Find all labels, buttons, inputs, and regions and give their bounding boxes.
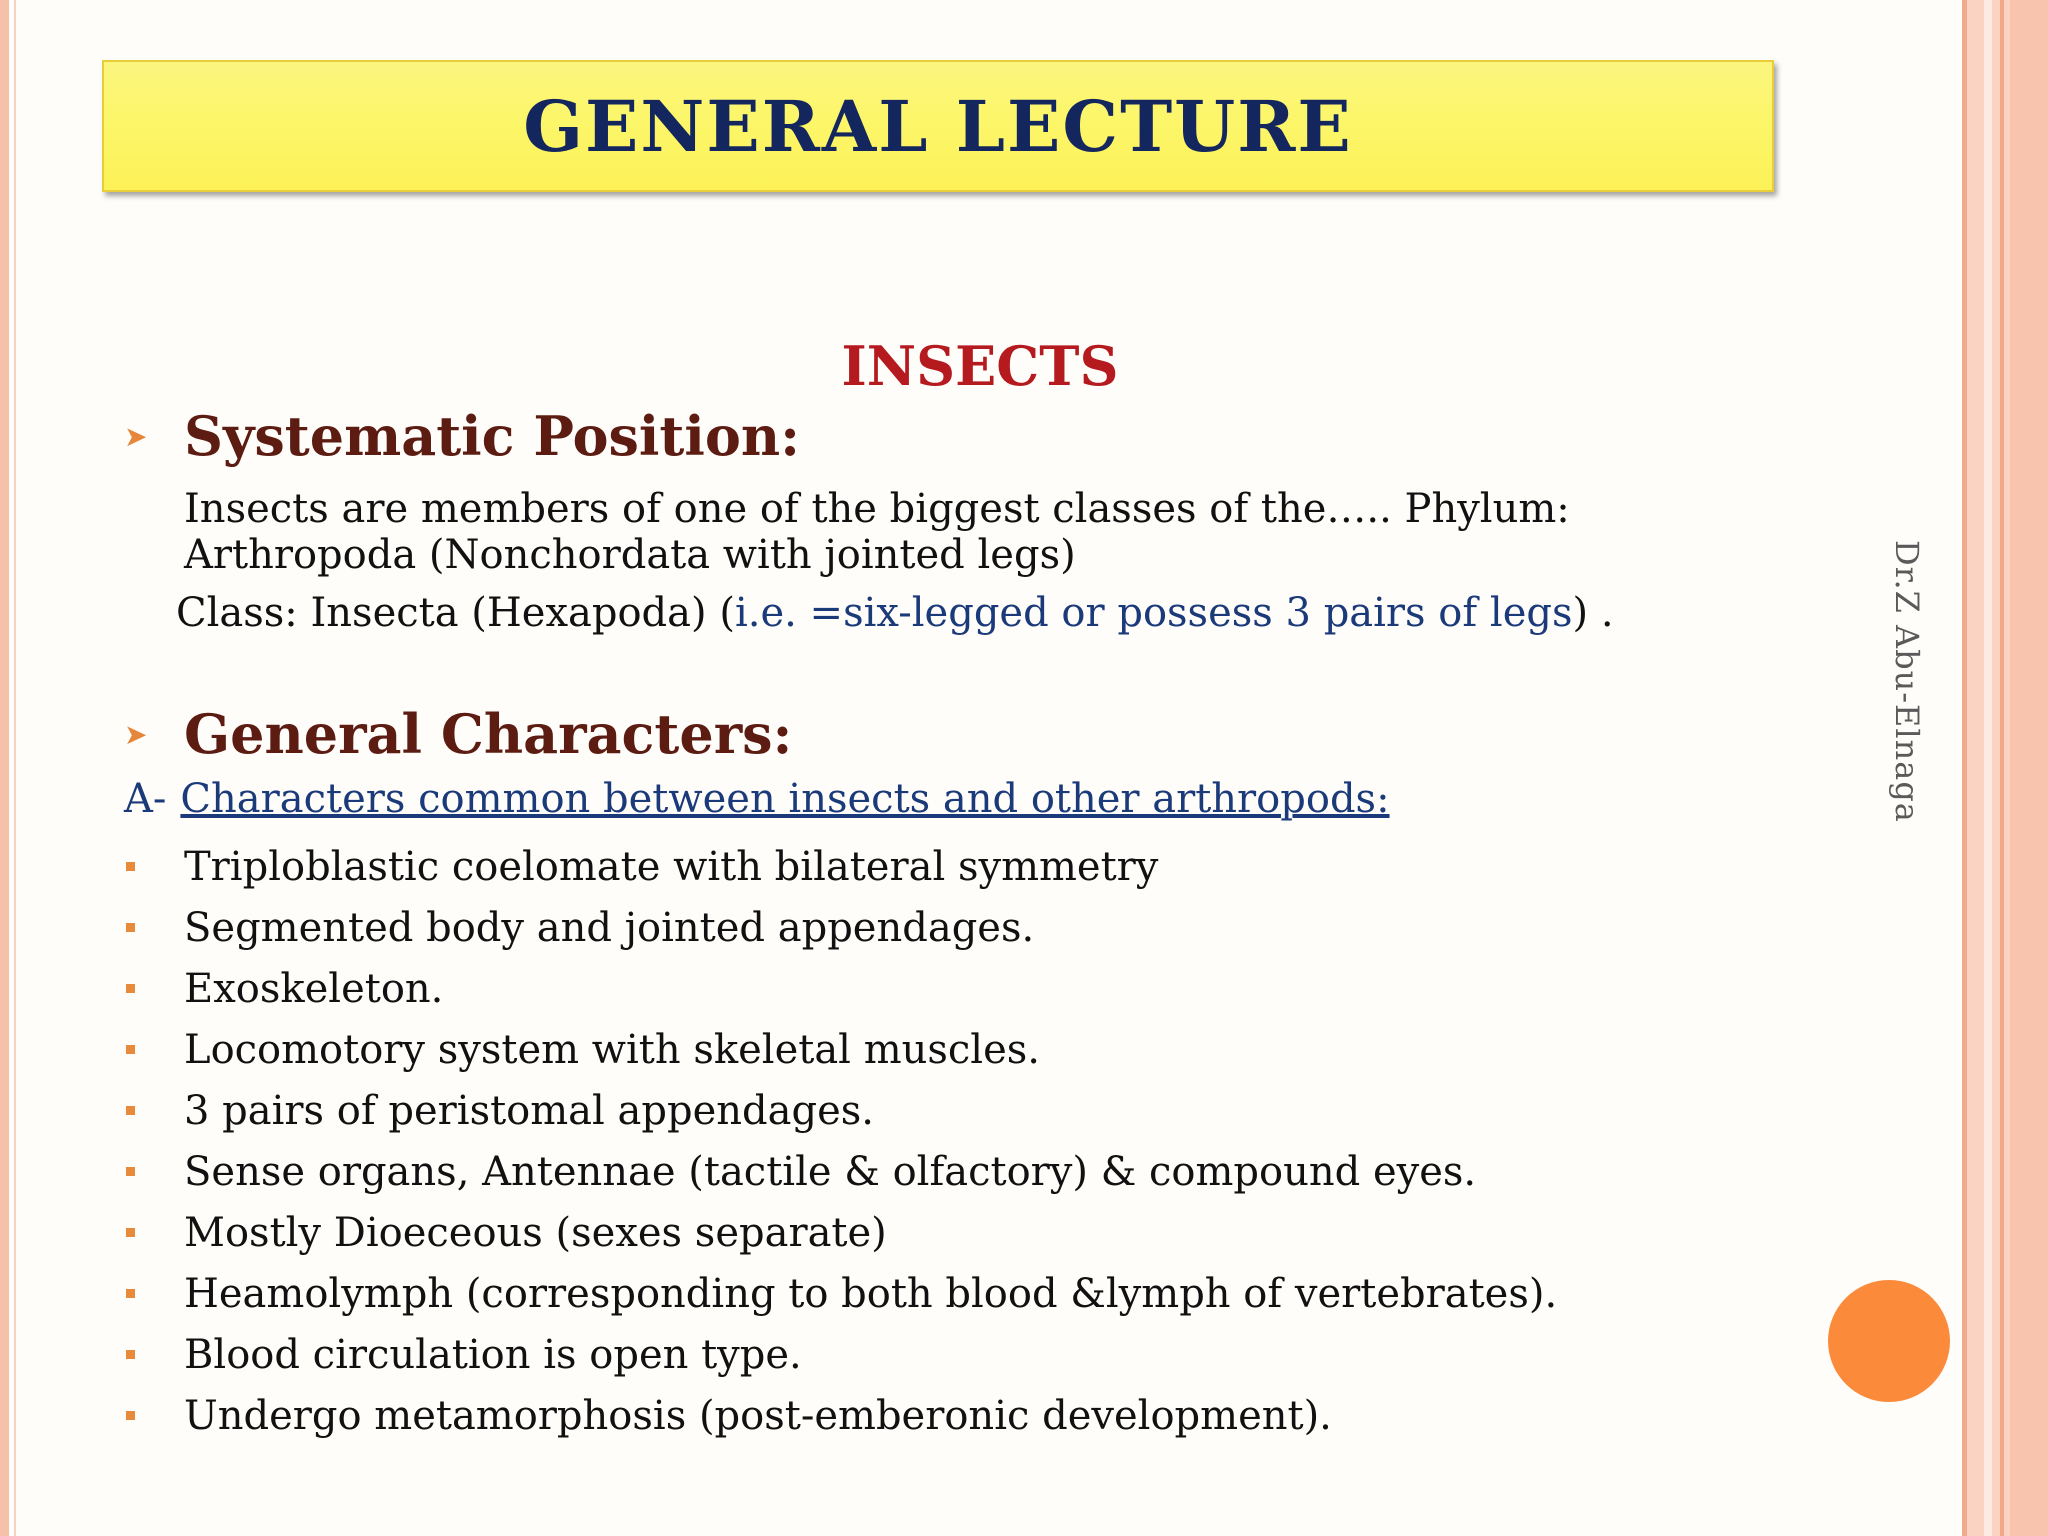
- list-item-text: Undergo metamorphosis (post-emberonic development).: [184, 1392, 1332, 1439]
- subsection-title: Characters common between insects and other arthropods:: [180, 776, 1390, 822]
- slide-frame-right-band: [2000, 0, 2004, 1536]
- list-item: [124, 1324, 1557, 1385]
- subsection-label: A-: [124, 776, 167, 822]
- slide-frame-left: [0, 0, 9, 1536]
- list-item: [124, 958, 1557, 1019]
- square-bullet-icon: [124, 918, 184, 938]
- author-credit: Dr.Z Abu-Elnaga: [1888, 540, 1926, 823]
- section-general-characters: [124, 702, 792, 766]
- section-title: General Characters:: [184, 702, 793, 766]
- list-item-text: Segmented body and jointed appendages.: [184, 904, 1035, 951]
- list-item-text: Locomotory system with skeletal muscles.: [184, 1026, 1041, 1073]
- list-item: [124, 1385, 1557, 1446]
- title-banner: [102, 60, 1774, 192]
- arrow-bullet-icon: ➤: [124, 717, 148, 751]
- list-item: [124, 1263, 1557, 1324]
- list-item: [124, 1141, 1557, 1202]
- systematic-paragraph: Insects are members of one of the biggest classes of the….. Phylum: Arthropoda (Nonchordata with jointed legs): [184, 486, 1570, 578]
- square-bullet-icon: [124, 979, 184, 999]
- characters-list: [124, 836, 1557, 1446]
- list-item-text: Mostly Dioeceous (sexes separate): [184, 1209, 887, 1256]
- list-item-text: Sense organs, Antennae (tactile & olfactory) & compound eyes.: [184, 1148, 1477, 1195]
- subsection-heading: [124, 776, 1390, 822]
- square-bullet-icon: [124, 1040, 184, 1060]
- list-item-text: Triploblastic coelomate with bilateral symmetry: [184, 843, 1159, 890]
- list-item: [124, 1202, 1557, 1263]
- list-item: [124, 836, 1557, 897]
- list-item-text: Heamolymph (corresponding to both blood &lymph of vertebrates).: [184, 1270, 1558, 1317]
- list-item-text: Blood circulation is open type.: [184, 1331, 802, 1378]
- list-item: [124, 1080, 1557, 1141]
- class-suffix: ) .: [1572, 590, 1614, 636]
- decorative-circle: [1828, 1280, 1950, 1402]
- slide-title: GENERAL LECTURE: [523, 84, 1353, 168]
- square-bullet-icon: [124, 1406, 184, 1426]
- slide-frame-left-line: [14, 0, 16, 1536]
- slide-frame-right-band: [2010, 0, 2048, 1536]
- section-title: Systematic Position:: [184, 404, 801, 468]
- list-item: [124, 1019, 1557, 1080]
- square-bullet-icon: [124, 857, 184, 877]
- square-bullet-icon: [124, 1223, 184, 1243]
- class-line: [176, 590, 1656, 636]
- section-systematic-position: [124, 404, 800, 468]
- list-item-text: Exoskeleton.: [184, 965, 444, 1012]
- class-highlight: i.e. =six-legged or possess 3 pairs of legs: [734, 590, 1573, 636]
- slide-heading: INSECTS: [841, 334, 1119, 398]
- arrow-bullet-icon: ➤: [124, 419, 148, 453]
- class-prefix: Class: Insecta (Hexapoda) (: [176, 590, 735, 636]
- square-bullet-icon: [124, 1162, 184, 1182]
- list-item-text: 3 pairs of peristomal appendages.: [184, 1087, 874, 1134]
- list-item: [124, 897, 1557, 958]
- slide-frame-right-band: [1984, 0, 1992, 1536]
- square-bullet-icon: [124, 1284, 184, 1304]
- slide-frame-right-band: [1962, 0, 1967, 1536]
- square-bullet-icon: [124, 1345, 184, 1365]
- square-bullet-icon: [124, 1101, 184, 1121]
